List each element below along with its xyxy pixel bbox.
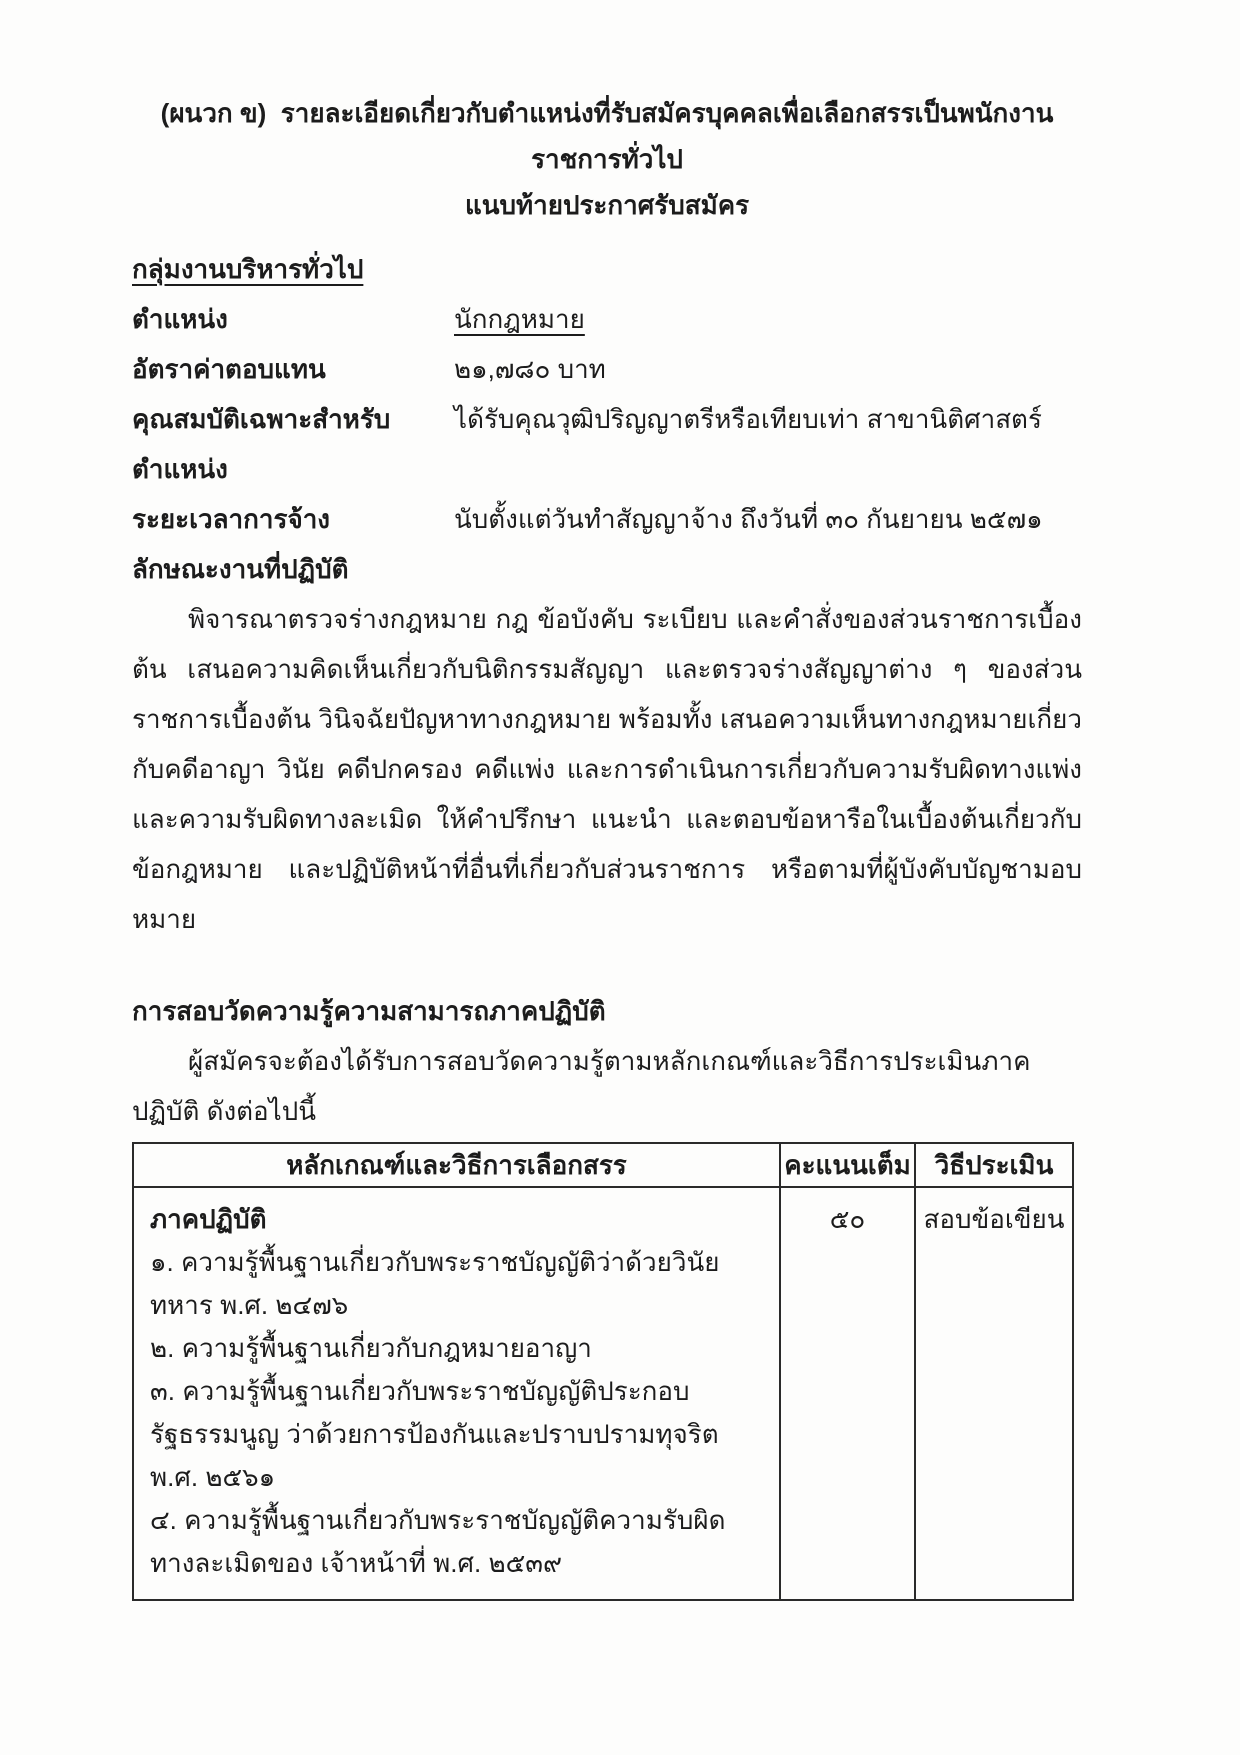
field-label-position: ตำแหน่ง [132, 304, 228, 334]
field-row-qualification [132, 394, 1082, 494]
criteria-item-4: ๔. ความรู้พื้นฐานเกี่ยวกับพระราชบัญญัติความรับผิดทางละเมิดของ เจ้าหน้าที่ พ.ศ. ๒๕๓๙ [150, 1505, 726, 1578]
field-value-qualification: ได้รับคุณวุฒิปริญญาตรีหรือเทียบเท่า สาขานิติศาสตร์ [454, 404, 1042, 434]
assessment-criteria-table [132, 1142, 1074, 1601]
document-title-line2: แนบท้ายประกาศรับสมัคร [464, 190, 750, 220]
field-label-employment-period: ระยะเวลาการจ้าง [132, 504, 330, 534]
field-label-qualification: คุณสมบัติเฉพาะสำหรับตำแหน่ง [132, 404, 391, 484]
field-row-position [132, 294, 1082, 344]
criteria-item-2: ๒. ความรู้พื้นฐานเกี่ยวกับกฎหมายอาญา [150, 1333, 592, 1363]
method-cell: สอบข้อเขียน [915, 1187, 1073, 1600]
assessment-intro: ผู้สมัครจะต้องได้รับการสอบวัดความรู้ตามหลักเกณฑ์และวิธีการประเมินภาคปฏิบัติ ดังต่อไปนี้ [132, 1046, 1031, 1126]
job-description-paragraph: พิจารณาตรวจร่างกฎหมาย กฎ ข้อบังคับ ระเบียบ และคำสั่งของส่วนราชการเบื้องต้น เสนอความคิดเห็นเกี่ยวกับนิติกรรมสัญญา และตรวจร่างสัญญาต่าง ๆ ของส่วนราชการเบื้องต้น วินิจฉัยปัญหาทางกฎหมาย พร้อมทั้ง เสนอความเห็นทางกฎหมายเกี่ยวกับคดีอาญา วินัย คดีปกครอง คดีแพ่ง และการดำเนินการเกี่ยวกับความรับผิดทางแพ่งและความรับผิดทางละเมิด ให้คำปรึกษา แนะนำ และตอบข้อหารือในเบื้องต้นเกี่ยวกับข้อกฎหมาย และปฏิบัติหน้าที่อื่นที่เกี่ยวกับส่วนราชการ หรือตามที่ผู้บังคับบัญชามอบหมาย [132, 604, 1082, 934]
table-body-row [133, 1187, 1073, 1600]
criteria-item-3: ๓. ความรู้พื้นฐานเกี่ยวกับพระราชบัญญัติประกอบรัฐธรรมนูญ ว่าด้วยการป้องกันและปราบปรามทุจริต พ.ศ. ๒๕๖๑ [150, 1376, 719, 1492]
score-cell: ๕๐ [780, 1187, 915, 1600]
field-label-salary: อัตราค่าตอบแทน [132, 354, 326, 384]
table-header-method: วิธีประเมิน [915, 1143, 1073, 1187]
table-header-score: คะแนนเต็ม [780, 1143, 915, 1187]
field-row-salary [132, 344, 1082, 394]
field-value-salary: ๒๑,๗๘๐ บาท [454, 354, 606, 384]
field-value-position: นักกฎหมาย [454, 304, 585, 334]
field-row-employment-period [132, 494, 1082, 544]
job-description-heading: ลักษณะงานที่ปฏิบัติ [132, 554, 349, 584]
document-title-line1: (ผนวก ข) รายละเอียดเกี่ยวกับตำแหน่งที่รับสมัครบุคคลเพื่อเลือกสรรเป็นพนักงานราชการทั่วไป [160, 98, 1054, 174]
table-header-criteria: หลักเกณฑ์และวิธีการเลือกสรร [133, 1143, 780, 1187]
assessment-heading: การสอบวัดความรู้ความสามารถภาคปฏิบัติ [132, 996, 606, 1026]
field-value-employment-period: นับตั้งแต่วันทำสัญญาจ้าง ถึงวันที่ ๓๐ กันยายน ๒๕๗๑ [454, 504, 1043, 534]
table-header-row [133, 1143, 1073, 1187]
criteria-cell [133, 1187, 780, 1600]
job-group-heading: กลุ่มงานบริหารทั่วไป [132, 254, 364, 284]
criteria-item-1: ๑. ความรู้พื้นฐานเกี่ยวกับพระราชบัญญัติว่าด้วยวินัยทหาร พ.ศ. ๒๔๗๖ [150, 1247, 720, 1320]
criteria-section-label: ภาคปฏิบัติ [150, 1204, 267, 1234]
